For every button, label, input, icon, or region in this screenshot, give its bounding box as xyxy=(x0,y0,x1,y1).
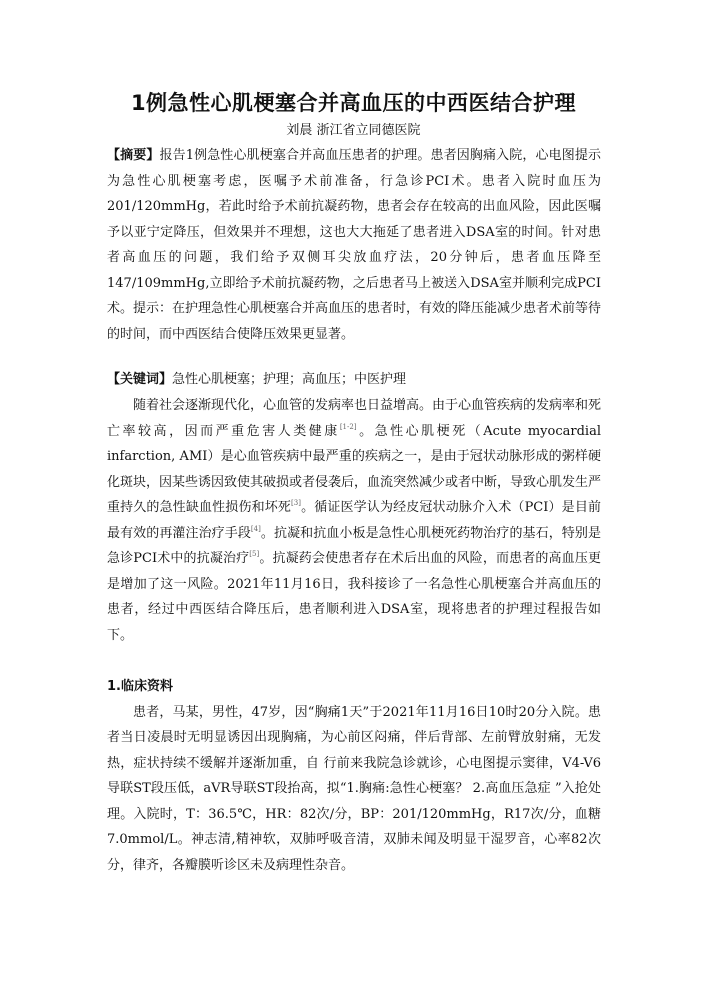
introduction-block xyxy=(107,393,601,648)
section-heading: 1.临床资料 xyxy=(107,679,173,694)
keywords-text: 急性心肌梗塞；护理；高血压；中医护理 xyxy=(172,372,407,387)
citation-ref: [4] xyxy=(250,524,261,533)
keywords-block xyxy=(107,367,601,393)
introduction-paragraph xyxy=(107,393,601,648)
intro-sentence-4: 。抗凝和抗血小板是急性心肌梗死药物治疗的基石，特别是急诊PCI术中的抗凝治疗 xyxy=(107,525,601,566)
abstract-paragraph xyxy=(107,143,601,347)
abstract-block xyxy=(107,143,601,347)
intro-sentence-3: 。循证医学认为经皮冠状动脉介入术（PCI）是目前最有效的再灌注治疗手段 xyxy=(107,500,601,541)
clinical-paragraph: 患者，马某，男性，47岁，因“胸痛1天”于2021年11月16日10时20分入院。患者当日凌晨时无明显诱因出现胸痛，为心前区闷痛，伴后背部、左前臂放射痛，无发热，症状持续不缓解并逐渐加重，自 行前来我院急诊就诊，心电图提示窦律，V4-V6导联ST段压低，aVR导联ST段抬高，拟“1.胸痛:急性心梗塞？ 2.高血压急症 ”入抢处理。入院时，T：36.5℃，HR：82次/分，BP：201/120mmHg，R17次/分，血糖7.0mmol/L。神志清,精神软，双肺呼吸音清，双肺未闻及明显干湿罗音，心率82次分，律齐，各瓣膜听诊区未及病理性杂音。 xyxy=(107,704,601,873)
keywords-paragraph xyxy=(107,367,601,393)
intro-sentence-2: 。急性心肌梗死（Acute myocardial infarction, AMI）是心血管疾病中最严重的疾病之一，是由于冠状动脉形成的粥样硬化斑块，因某些诱因致使其破损或者侵袭后，血流突然减少或者中断，导致心肌发生严重持久的急性缺血性损伤和坏死 xyxy=(107,423,602,515)
author-affiliation: 刘晨 浙江省立同德医院 xyxy=(286,123,421,138)
keywords-label: 【关键词】 xyxy=(107,372,173,387)
abstract-label: 【摘要】 xyxy=(107,148,160,163)
intro-sentence-5: 。抗凝药会使患者存在术后出血的风险，而患者的高血压更是增加了这一风险。2021年11月16日，我科接诊了一名急性心肌梗塞合并高血压的患者，经过中西医结合降压后，患者顺利进入DSA室，现将患者的护理过程报告如下。 xyxy=(107,551,601,643)
citation-ref: [1-2] xyxy=(339,422,357,431)
clinical-section xyxy=(107,674,601,878)
citation-ref: [5] xyxy=(249,550,260,558)
paper-title: 1例急性心肌梗塞合并高血压的中西医结合护理 xyxy=(130,91,577,115)
abstract-text: 报告1例急性心肌梗塞合并高血压患者的护理。患者因胸痛入院，心电图提示为急性心肌梗塞考虑，医嘱予术前准备，行急诊PCI术。患者入院时血压为201/120mmHg，若此时给予术前抗凝药物，患者会存在较高的出血风险，因此医嘱予以亚宁定降压，但效果并不理想，这也大大拖延了患者进入DSA室的时间。针对患者高血压的问题，我们给予双侧耳尖放血疗法，20分钟后，患者血压降至147/109mmHg,立即给予术前抗凝药物，之后患者马上被送入DSA室并顺利完成PCI术。提示：在护理急性心肌梗塞合并高血压的患者时，有效的降压能减少患者术前等待的时间，而中西医结合使降压效果更显著。 xyxy=(107,148,602,342)
citation-ref: [3] xyxy=(291,499,301,507)
intro-sentence-1: 随着社会逐渐现代化，心血管的发病率也日益增高。由于心血管疾病的发病率和死亡率较高，因而严重危害人类健康 xyxy=(107,398,602,439)
